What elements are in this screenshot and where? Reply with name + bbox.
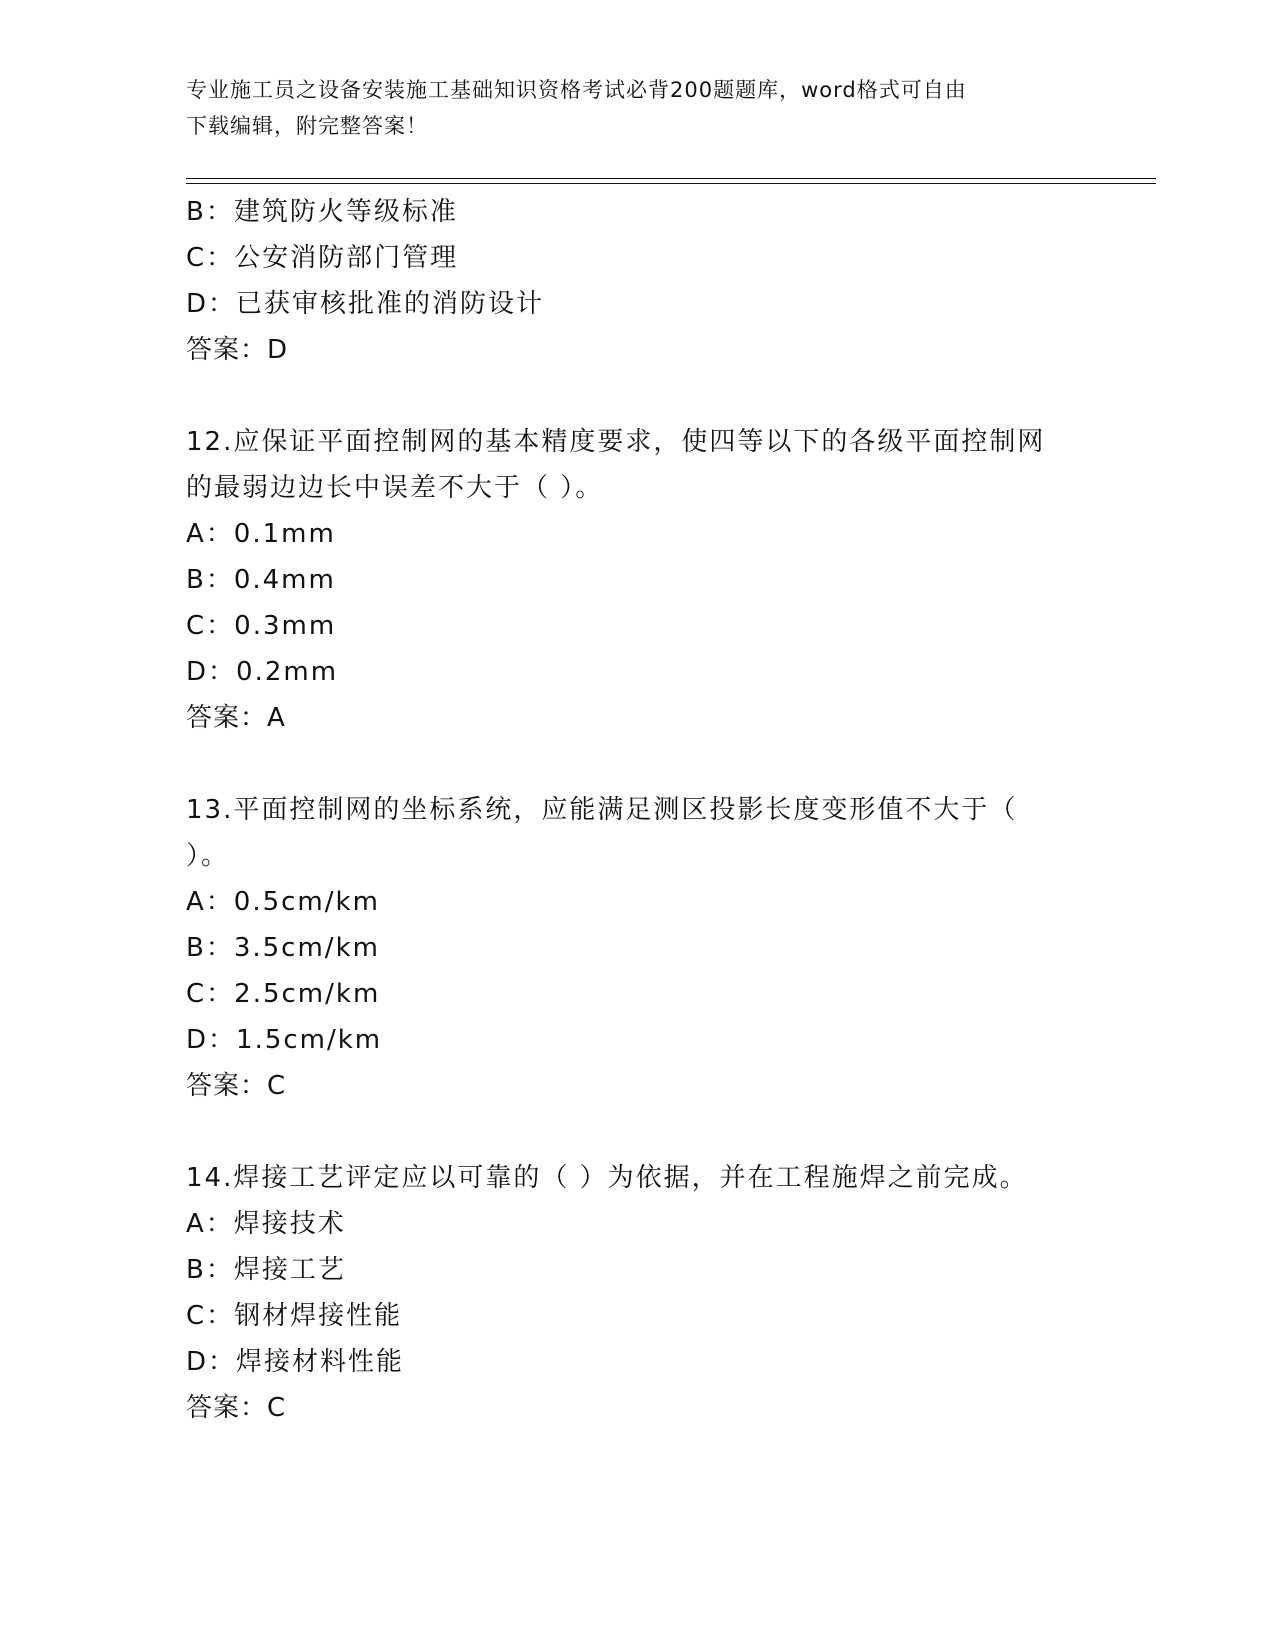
header-line-2: 下载编辑，附完整答案！ bbox=[186, 114, 428, 138]
q11-answer: 答案：D bbox=[186, 335, 289, 365]
header-rule-bottom bbox=[186, 183, 1156, 184]
q11-option-d: D：已获审核批准的消防设计 bbox=[186, 289, 545, 319]
q13-option-d: D：1.5cm/km bbox=[186, 1025, 383, 1055]
q12-option-d: D：0.2mm bbox=[186, 657, 339, 687]
spacer bbox=[186, 1109, 1086, 1155]
q14-option-d: D：焊接材料性能 bbox=[186, 1347, 405, 1377]
spacer bbox=[186, 741, 1086, 787]
q14-answer: 答案：C bbox=[186, 1393, 287, 1423]
q13-answer: 答案：C bbox=[186, 1071, 287, 1101]
q13-option-a: A：0.5cm/km bbox=[186, 887, 380, 917]
q12-option-b: B：0.4mm bbox=[186, 565, 336, 595]
q14-option-b: B：焊接工艺 bbox=[186, 1255, 346, 1285]
q13-option-b: B：3.5cm/km bbox=[186, 933, 380, 963]
question-list bbox=[186, 189, 1086, 1431]
q14-stem-line-1: 14.焊接工艺评定应以可靠的（ ）为依据，并在工程施焊之前完成。 bbox=[186, 1163, 1028, 1193]
q13-stem-line-1: 13.平面控制网的坐标系统，应能满足测区投影长度变形值不大于（ bbox=[186, 795, 1018, 825]
q14-option-a: A：焊接技术 bbox=[186, 1209, 346, 1239]
document-header bbox=[186, 72, 1066, 144]
header-line-1: 专业施工员之设备安装施工基础知识资格考试必背200题题库，word格式可自由 bbox=[186, 78, 967, 102]
q14-option-c: C：钢材焊接性能 bbox=[186, 1301, 403, 1331]
question-11 bbox=[186, 189, 1086, 373]
header-rule-top bbox=[186, 178, 1156, 179]
question-13 bbox=[186, 787, 1086, 1109]
q12-option-a: A：0.1mm bbox=[186, 519, 336, 549]
q12-option-c: C：0.3mm bbox=[186, 611, 337, 641]
question-14 bbox=[186, 1155, 1086, 1431]
q13-option-c: C：2.5cm/km bbox=[186, 979, 381, 1009]
q13-stem-line-2: ）。 bbox=[186, 841, 230, 871]
spacer bbox=[186, 373, 1086, 419]
q11-option-c: C：公安消防部门管理 bbox=[186, 243, 459, 273]
q12-answer: 答案：A bbox=[186, 703, 286, 733]
question-12 bbox=[186, 419, 1086, 741]
q11-option-b: B：建筑防火等级标准 bbox=[186, 197, 458, 227]
q12-stem-line-1: 12.应保证平面控制网的基本精度要求，使四等以下的各级平面控制网 bbox=[186, 427, 1046, 457]
q12-stem-line-2: 的最弱边边长中误差不大于（ ）。 bbox=[186, 473, 604, 503]
